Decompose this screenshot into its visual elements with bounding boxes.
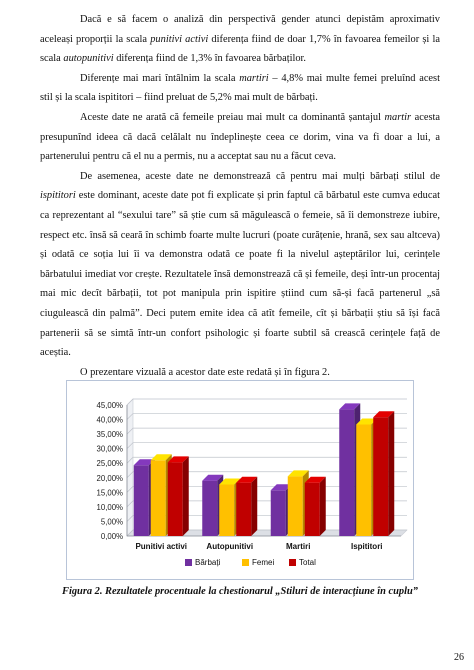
- text-run: Dacă e să facem o analiză din perspectivă gender atunci depistăm aproximativ aceleași proporții la scala: [40, 14, 440, 45]
- bar-total: [168, 462, 183, 536]
- paragraph-3: [40, 108, 440, 167]
- figure-caption: Figura 2. Rezultatele procentuale la chestionarul „Stiluri de interacțiune în cuplu”: [62, 586, 418, 597]
- text-run: Diferențe mai mari întâlnim la scala: [80, 72, 240, 84]
- bar-bărbați: [339, 409, 354, 536]
- bar-total: [236, 483, 251, 536]
- paragraph-4: [40, 167, 440, 363]
- x-tick-label: Ispititori: [350, 542, 383, 551]
- bar-femei: [151, 460, 166, 536]
- italic-term: ispititori: [40, 190, 76, 202]
- x-tick-label: Autopunitivi: [206, 542, 254, 551]
- y-tick-label: 30,00%: [96, 444, 123, 454]
- text-run: De asemenea, aceste date ne demonstrează că pentru mai mulți bărbați stilul de: [80, 170, 440, 182]
- bar-femei: [356, 425, 371, 536]
- x-tick-label: Martiri: [286, 542, 311, 551]
- plot-side-wall: [127, 399, 133, 536]
- bar-side: [251, 477, 257, 536]
- x-tick-label: Punitivi activi: [135, 542, 188, 551]
- y-tick-label: 5,00%: [100, 517, 123, 527]
- bar-bărbați: [202, 481, 217, 536]
- y-tick-label: 45,00%: [96, 401, 123, 410]
- italic-term: martir: [384, 111, 412, 123]
- text-run: diferența fiind de doar 1,7% în favoarea femeilor și la scala: [40, 33, 440, 65]
- text-run: – 4,8% mai multe femei preluînd acest stil și la scala ispititori – fiind preluat de 5,2% mai mult de bărbați.: [40, 72, 440, 104]
- paragraph-2: [40, 69, 440, 108]
- bar-side: [388, 411, 394, 536]
- y-tick-label: 40,00%: [96, 415, 123, 425]
- legend-label: Femei: [252, 558, 275, 567]
- y-tick-label: 20,00%: [96, 473, 123, 483]
- legend-swatch: [289, 559, 296, 566]
- document-body: [40, 10, 440, 382]
- y-tick-label: 10,00%: [96, 502, 123, 512]
- italic-term: martiri: [239, 72, 269, 84]
- y-tick-label: 15,00%: [96, 488, 123, 498]
- bar-chart: [67, 381, 413, 579]
- bar-side: [320, 477, 326, 536]
- page-number: 26: [454, 652, 464, 663]
- paragraph-1: [40, 10, 440, 69]
- bar-femei: [219, 484, 234, 536]
- legend-label: Bărbați: [195, 558, 221, 567]
- text-run: acesta presupunînd ideea că dacă celălalt nu îndeplinește ceea ce dorim, vina va fi doar a lui, a partenerului pentru că el nu a permis, nu a acceptat sau nu a făcut ceva.: [40, 111, 441, 163]
- text-run: O prezentare vizuală a acestor date este redată și în figura 2.: [80, 366, 330, 378]
- bar-total: [373, 417, 388, 536]
- italic-term: autopunitivi: [63, 53, 114, 65]
- bar-bărbați: [271, 490, 286, 536]
- bar-femei: [288, 476, 303, 536]
- text-run: Aceste date ne arată că femeile preiau mai mult ca dominantă șantajul: [80, 111, 385, 123]
- bar-bărbați: [134, 465, 149, 536]
- bar-total: [305, 483, 320, 536]
- gridline: [127, 399, 407, 405]
- legend-swatch: [242, 559, 249, 566]
- text-run: este dominant, aceste date pot fi explicate și prin faptul că bărbatul este cumva educat ca reprezentant al “sexului tare” să știe cum să măgulească o femeie, să îi demonstreze iubire, respect etc. însă să ceară în schimb foarte multe lucruri (poate curățenie, hrană, sex sau altceva) și odată ce soția lui îi va demonstra odată ce poate fi la nivelul așteptărilor lui, cerințele bărbatului imediat vor crește. Rezultatele însă demonstrează că și femeile, deși într-un procentaj mai mic decît bărbații, tot pot manipula prin ispitire știind cum să-și facă partenerul „să ciugulească din palmă”. Deci putem emite idea că atît femeile, cît și bărbații știu să își facă partenerii să se simtă într-un confort psihologic și foarte subtil să crească cerințele față de aceștia.: [40, 190, 440, 359]
- y-tick-label: 0,00%: [100, 532, 123, 541]
- y-tick-label: 25,00%: [96, 459, 123, 469]
- y-tick-label: 35,00%: [96, 430, 123, 440]
- bar-side: [183, 456, 189, 536]
- bar-chart-figure: [66, 380, 414, 580]
- legend-swatch: [185, 559, 192, 566]
- text-run: diferența fiind de 1,3% în favoarea bărbaților.: [113, 53, 307, 65]
- legend-label: Total: [299, 558, 316, 567]
- italic-term: punitivi activi: [150, 33, 209, 45]
